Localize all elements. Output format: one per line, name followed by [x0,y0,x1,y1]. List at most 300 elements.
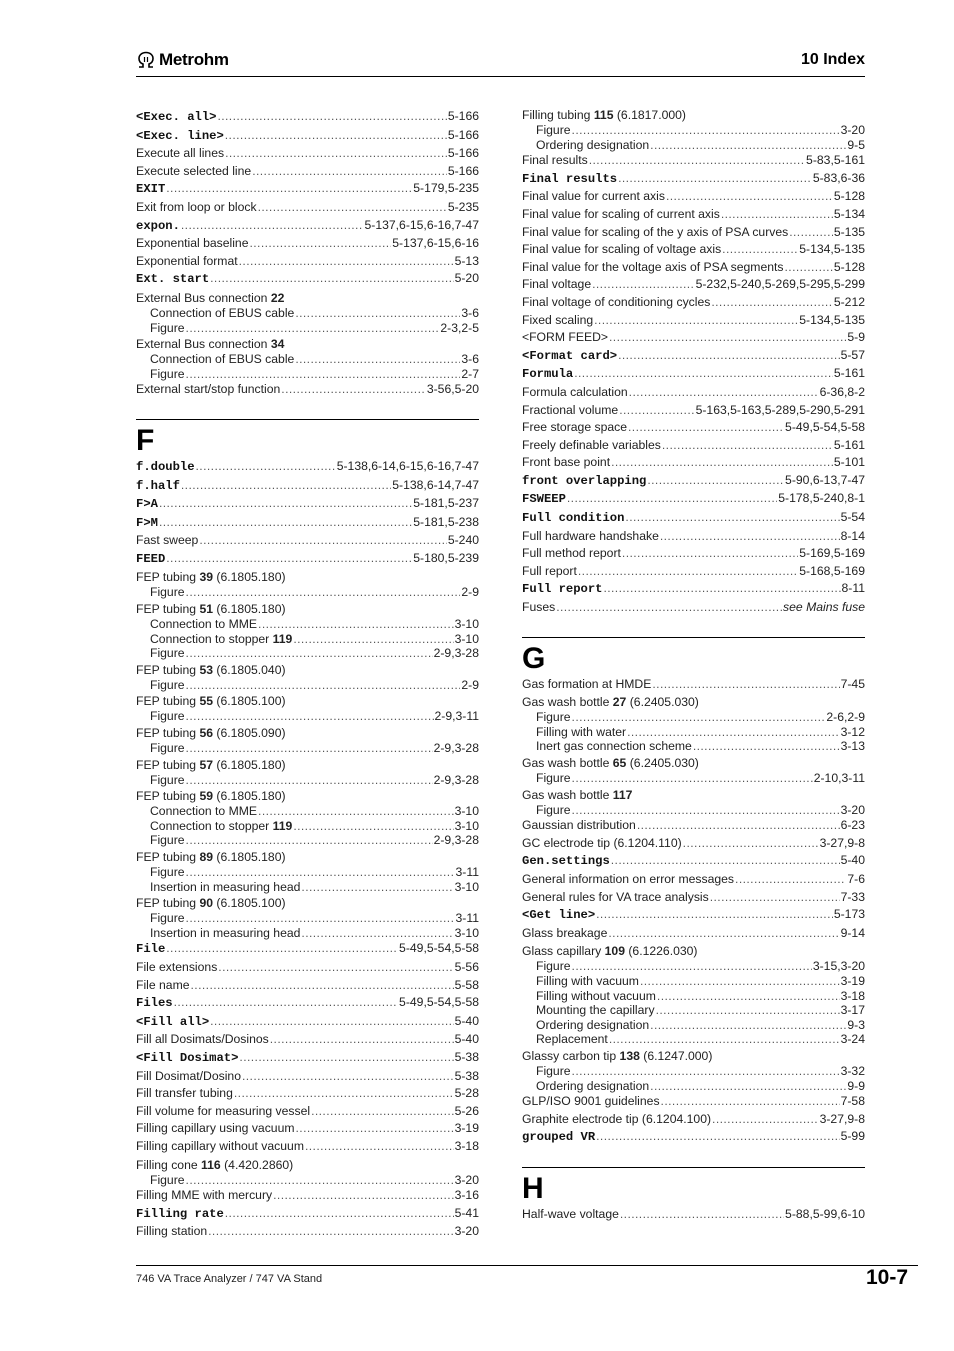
index-term [522,472,646,491]
index-term [150,804,257,819]
term-text: Final value for scaling of current axis [522,206,720,221]
leader-dots [620,1206,784,1224]
page-refs: 5-137,6-15,6-16,7-47 [364,217,479,232]
index-term [136,127,224,146]
index-subentry [136,865,479,880]
leader-dots [625,509,839,527]
page-header [136,48,865,77]
term-text: Figure [536,123,571,137]
leader-dots [683,835,819,853]
page-refs: 9-9 [847,1078,865,1093]
leader-dots [572,771,813,786]
index-term [150,585,185,600]
index-entry [522,1128,865,1147]
index-entry [136,180,479,199]
page-refs: 7-6 [847,871,865,886]
leader-dots [735,871,846,889]
term-text: Gas wash bottle [522,787,613,802]
index-term [522,437,661,455]
index-entry [522,817,865,835]
index-entry [522,871,865,889]
index-group [522,944,865,1047]
index-term [536,771,571,786]
index-entry [136,532,479,550]
index-subentry [136,773,479,788]
term-text: FEP tubing [136,850,200,864]
leader-dots [652,676,839,694]
index-term [522,889,709,907]
index-term [150,617,257,632]
leader-dots [592,276,694,294]
leader-dots [311,1103,454,1121]
term-text: Figure [150,646,185,661]
term-text: Front base point [522,455,611,470]
page-refs: 7-45 [840,676,865,691]
term-text: Insertion in measuring head [150,879,301,894]
term-text: Final value for scaling of voltage axis [522,242,722,257]
page-refs: 5-173 [833,907,865,922]
index-group [136,694,479,724]
index-entry [136,127,479,146]
term-text: Gas wash bottle [522,695,613,710]
page-refs: 5-49,5-54,5-58 [785,420,865,435]
index-term [522,259,784,277]
index-term [536,1003,655,1018]
term-text: Filling with water [536,724,627,739]
command-term: <Fill Dosimat> [136,1050,239,1065]
section-heading [136,419,479,458]
order-number: (6.2405.030) [626,756,699,770]
index-entry [136,477,479,496]
index-term [136,726,286,741]
page-refs: 5-161 [833,366,865,381]
index-term [136,977,190,995]
index-term [136,337,284,352]
page-refs: 5-41 [454,1205,479,1220]
leader-dots [574,365,833,383]
index-entry [136,337,479,352]
command-term: Formula [522,367,574,382]
leader-dots [693,739,840,754]
leader-dots [656,1003,840,1018]
leader-dots [301,880,453,895]
index-entry [522,472,865,491]
term-text: Figure [150,709,185,724]
leader-dots [572,1064,840,1079]
index-term [522,852,610,871]
leader-dots [166,550,412,568]
leader-dots [640,974,840,989]
index-entry [522,545,865,563]
page-refs: 5-28 [454,1086,479,1101]
leader-dots [225,1205,454,1223]
index-group [136,758,479,788]
index-term [536,710,571,725]
leader-dots [627,725,840,740]
page-refs: 5-49,5-54,5-58 [399,995,479,1010]
page-refs: 5-212 [833,294,865,309]
leader-dots [609,1032,840,1047]
command-term: EXIT [136,182,166,197]
page-refs: 2-10,3-11 [813,771,865,785]
term-text: Final results [522,153,588,168]
page-refs: 3-11 [455,865,479,879]
leader-dots [159,495,412,513]
leader-dots [629,384,819,402]
leader-dots [186,678,461,693]
index-subentry [136,632,479,647]
page-refs: 3-11 [455,911,479,926]
index-group [136,789,479,848]
index-entry [136,1187,479,1205]
index-entry [522,906,865,925]
term-text: Figure [150,320,185,335]
term-text: Figure [150,585,185,600]
page-refs: 3-20 [454,1172,479,1187]
leader-dots [572,803,840,818]
leader-dots [225,127,447,145]
page-refs: 9-5 [847,137,865,152]
index-subentry [136,880,479,895]
page-refs: 5-40 [454,1013,479,1028]
order-number: (6.1805.180) [213,789,286,804]
index-term [136,940,165,959]
leader-dots [721,206,833,224]
page-refs: 5-40 [840,853,865,868]
leader-dots [596,1128,839,1146]
brand-name: Metrohm [159,50,229,69]
page-refs: 2-9 [461,677,479,692]
leader-dots [258,617,454,632]
index-entry [522,108,865,123]
index-subentry [522,123,865,138]
index-entry [522,384,865,402]
index-entry [136,495,479,514]
index-entry [522,152,865,170]
index-entry [136,1068,479,1086]
item-number: 53 [199,662,214,677]
leader-dots [159,514,412,532]
term-text: Insertion in measuring head [150,925,301,940]
leader-dots [181,477,391,495]
section-letter: H [522,1171,544,1205]
command-term: Full condition [522,511,625,526]
page-refs: 2-6,2-9 [826,710,865,725]
command-term: F>M [136,515,158,530]
page-refs: 3-19 [454,1121,479,1136]
index-subentry [136,911,479,926]
term-text: Connection of EBUS cable [150,352,295,367]
leader-dots [660,528,840,546]
term-text: Figure [150,833,185,848]
term-text: Final value for scaling of the y axis of PSA curves [522,224,789,239]
index-entry [522,509,865,528]
leader-dots [572,710,826,725]
command-term: <Exec. line> [136,128,224,143]
term-text: Fill transfer tubing [136,1086,233,1101]
index-entry [522,528,865,546]
order-number: (4.420.2860) [220,1157,294,1172]
index-entry [136,694,479,709]
index-term [136,1187,272,1205]
leader-dots [666,188,833,206]
leader-dots [174,994,398,1012]
index-term [150,1173,185,1188]
page-refs: 5-180,5-239 [413,550,479,565]
index-term [522,906,595,925]
page-refs: 5-101 [833,455,865,470]
page-refs: 7-33 [840,889,865,904]
index-term [136,381,280,399]
term-text: Fill all Dosimats/Dosinos [136,1032,269,1047]
term-text: Connection to stopper [150,631,273,646]
index-entry [522,1093,865,1111]
command-term: FEED [136,551,166,566]
page-refs: 5-54 [840,510,865,525]
index-term [136,1223,207,1241]
index-term [522,871,734,889]
index-entry [136,1085,479,1103]
term-text: Figure [150,366,185,381]
index-entry [522,756,865,771]
leader-dots [618,347,840,365]
index-entry [136,199,479,217]
index-term [522,152,588,170]
index-subentry [522,739,865,754]
index-term [536,959,571,974]
page-refs: 5-83,6-36 [812,170,865,185]
index-subentry [136,367,479,382]
index-term [522,1111,711,1129]
term-text: Glassy carbon tip [522,1048,620,1063]
leader-dots [225,145,447,163]
order-number: (6.1805.100) [213,896,286,911]
index-entry [522,170,865,189]
page-refs: 2-9,3-11 [434,709,479,724]
page-refs: 3-16 [454,1188,479,1203]
page-refs: 5-166 [447,146,479,161]
page-refs: 5-83,5-161 [806,153,865,168]
term-text: Fuses [522,600,556,615]
term-text: Exit from loop or block [136,199,257,214]
index-term [522,563,577,581]
leader-dots [234,1085,454,1103]
index-term [136,1085,233,1103]
index-term [522,490,566,509]
page-refs: 8-11 [841,581,865,596]
page-refs [783,599,865,617]
order-number: (6.1805.100) [213,694,286,709]
index-entry [522,259,865,277]
index-entry [136,550,479,569]
index-entry [136,108,479,127]
leader-dots [295,306,460,321]
index-term [136,1120,295,1138]
index-term [136,1031,269,1049]
item-number: 119 [272,818,293,833]
term-text: Filling capillary without vacuum [136,1138,304,1153]
index-entry [522,490,865,509]
index-entry [522,835,865,853]
index-subentry [522,1064,865,1079]
index-entry [522,437,865,455]
index-term [522,188,665,206]
index-term [536,123,571,138]
index-subentry [136,819,479,834]
index-entry [522,925,865,943]
index-entry [522,944,865,959]
index-subentry [522,1079,865,1094]
index-entry [136,570,479,585]
page-refs: 5-99 [840,1129,865,1144]
index-entry [522,402,865,420]
order-number: (6.1247.000) [639,1048,713,1063]
term-text: Full method report [522,546,621,561]
leader-dots [657,989,840,1004]
page-refs: 5-26 [454,1103,479,1118]
index-entry [136,291,479,306]
page-refs: 5-169,5-169 [799,546,865,561]
leader-dots [208,1223,453,1241]
term-text: File name [136,977,190,992]
leader-dots [556,599,782,617]
index-term [150,352,294,367]
page-refs: 5-57 [840,347,865,362]
command-term: Ext. start [136,272,210,287]
item-number: 109 [604,944,625,959]
term-text: Figure [536,802,571,817]
index-term [136,1103,310,1121]
item-number: 65 [612,756,627,770]
leader-dots [296,1120,454,1138]
page-refs: 5-134,5-135 [799,242,865,257]
term-text: Connection to stopper [150,818,273,833]
index-term [522,384,628,402]
term-text: FEP tubing [136,789,200,804]
index-entry [136,514,479,533]
footer-product: 746 VA Trace Analyzer / 747 VA Stand [136,1273,323,1285]
index-entry [522,276,865,294]
leader-dots [611,454,833,472]
index-term [522,835,682,853]
index-term [522,509,624,528]
index-term [522,312,593,330]
index-entry [522,1049,865,1064]
leader-dots [789,224,833,242]
term-text: Fill Dosimat/Dosino [136,1068,241,1083]
page-refs: 3-10 [454,804,479,819]
leader-dots [295,352,460,367]
index-entry [136,896,479,911]
index-subentry [136,617,479,632]
index-term [522,276,591,294]
page-refs: 3-20 [840,802,865,817]
index-entry [522,365,865,384]
index-term [522,676,651,694]
leader-dots [218,959,453,977]
index-subentry [522,974,865,989]
term-text: Filling station [136,1224,208,1239]
index-term [136,199,257,217]
order-number: (6.1226.030) [624,944,698,959]
index-term [522,402,618,420]
term-text: Gas wash bottle [522,756,613,770]
command-term: Filling rate [136,1206,224,1221]
index-entry [136,270,479,289]
leader-dots [662,437,833,455]
command-term: F>A [136,497,158,512]
page-refs: 5-90,6-13,7-47 [785,472,865,487]
page-refs: 3-27,9-8 [819,1111,865,1126]
item-number: 115 [593,108,614,122]
term-text: FEP tubing [136,726,200,741]
see-reference: see Mains fuse [783,600,865,615]
section-letter: F [136,423,155,457]
leader-dots [186,321,440,336]
leader-dots [252,163,447,181]
index-entry [522,206,865,224]
index-term [150,632,292,647]
index-term [150,306,294,321]
command-term: Gen.settings [522,854,610,869]
term-text: Connection to MME [150,617,258,632]
index-entry [522,294,865,312]
leader-dots [596,906,833,924]
term-text: Fractional volume [522,402,619,417]
index-entry [522,454,865,472]
index-term [136,270,209,289]
leader-dots [186,741,433,756]
index-entry [522,1206,865,1224]
index-term [522,108,686,123]
page-refs: 5-38 [454,1068,479,1083]
term-text: Figure [150,677,185,692]
item-number: 34 [270,337,285,352]
leader-dots [186,585,461,600]
leader-dots [239,253,454,271]
index-term [136,694,286,709]
page-refs: 3-20 [454,1224,479,1239]
term-text: Figure [536,959,571,974]
index-entry [136,1158,479,1173]
term-text: Formula calculation [522,384,628,399]
index-term [136,1138,304,1156]
leader-dots [572,123,840,138]
term-text: Replacement [536,1032,608,1047]
index-entry [136,1103,479,1121]
term-text: FEP tubing [136,570,200,585]
leader-dots [711,294,832,312]
leader-dots [647,472,784,490]
index-term [150,709,185,724]
term-text: GC electrode tip (6.1204.110) [522,835,682,850]
term-text: Half-wave voltage [522,1206,619,1221]
index-term [136,602,286,617]
index-subentry [522,803,865,818]
index-entry [522,312,865,330]
index-term [522,599,555,617]
page-refs: 6-23 [840,818,865,833]
leader-dots [166,180,412,198]
page-refs: 3-32 [840,1063,865,1078]
leader-dots [210,1013,453,1031]
leader-dots [166,940,398,958]
leader-dots [270,1031,454,1049]
index-term [522,241,721,259]
chapter-title: 10 Index [800,51,865,68]
index-entry [136,850,479,865]
item-number: 51 [199,602,214,617]
